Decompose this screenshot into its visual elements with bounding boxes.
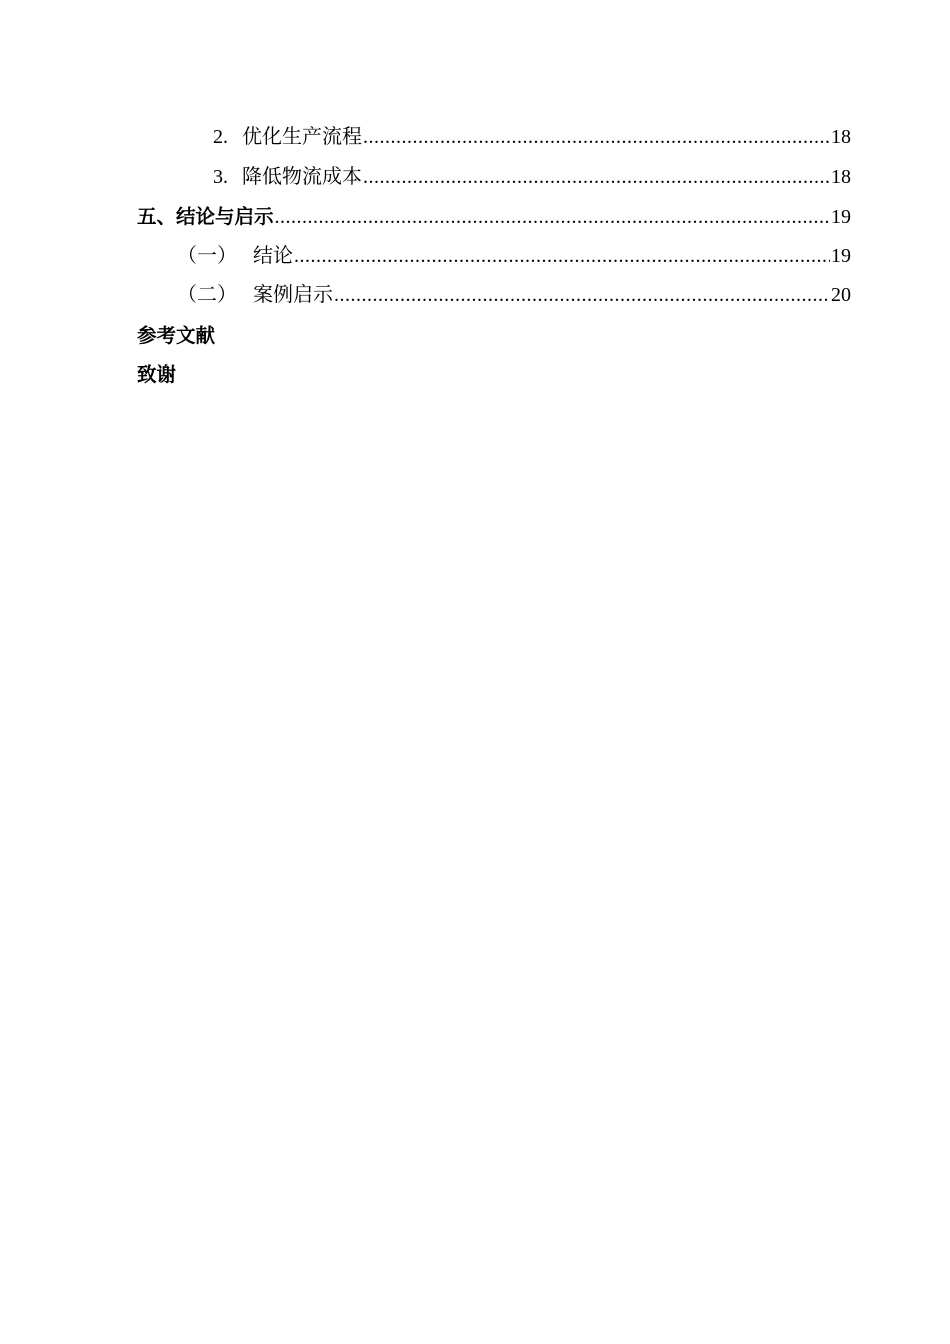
toc-entry-title: 结论与启示	[176, 205, 274, 228]
toc-entry-number: 3.	[213, 165, 228, 188]
toc-entry-acknowledgements[interactable]	[137, 355, 851, 395]
toc-entry-title: 案例启示	[253, 284, 333, 306]
toc-entry-optimize-production[interactable]	[137, 118, 851, 158]
toc-dot-leader	[275, 198, 830, 238]
toc-entry-conclusion-chapter[interactable]	[137, 197, 851, 237]
toc-entry-page: 18	[831, 126, 851, 148]
toc-entry-page: 20	[831, 284, 851, 306]
toc-entry-number: 2.	[213, 126, 228, 148]
toc-entry-conclusion[interactable]	[137, 237, 851, 277]
toc-entry-number: （一）	[177, 244, 237, 267]
toc-entry-page: 19	[831, 206, 851, 228]
toc-dot-leader	[294, 237, 830, 277]
table-of-contents	[137, 118, 851, 395]
toc-entry-reduce-logistics[interactable]	[137, 158, 851, 198]
toc-entry-title: 优化生产流程	[242, 126, 362, 148]
toc-entry-page: 19	[831, 244, 851, 267]
toc-dot-leader	[334, 276, 830, 316]
toc-entry-references[interactable]	[137, 316, 851, 356]
toc-entry-title: 降低物流成本	[242, 165, 362, 188]
toc-entry-title: 致谢	[137, 363, 177, 386]
toc-dot-leader	[363, 158, 830, 198]
toc-entry-title: 结论	[253, 244, 293, 267]
toc-entry-number: 五、	[137, 205, 177, 228]
toc-dot-leader	[363, 118, 830, 158]
toc-entry-title: 参考文献	[137, 323, 216, 347]
toc-entry-number: （二）	[177, 284, 237, 306]
toc-entry-case-insights[interactable]	[137, 276, 851, 316]
toc-entry-page: 18	[831, 165, 851, 188]
